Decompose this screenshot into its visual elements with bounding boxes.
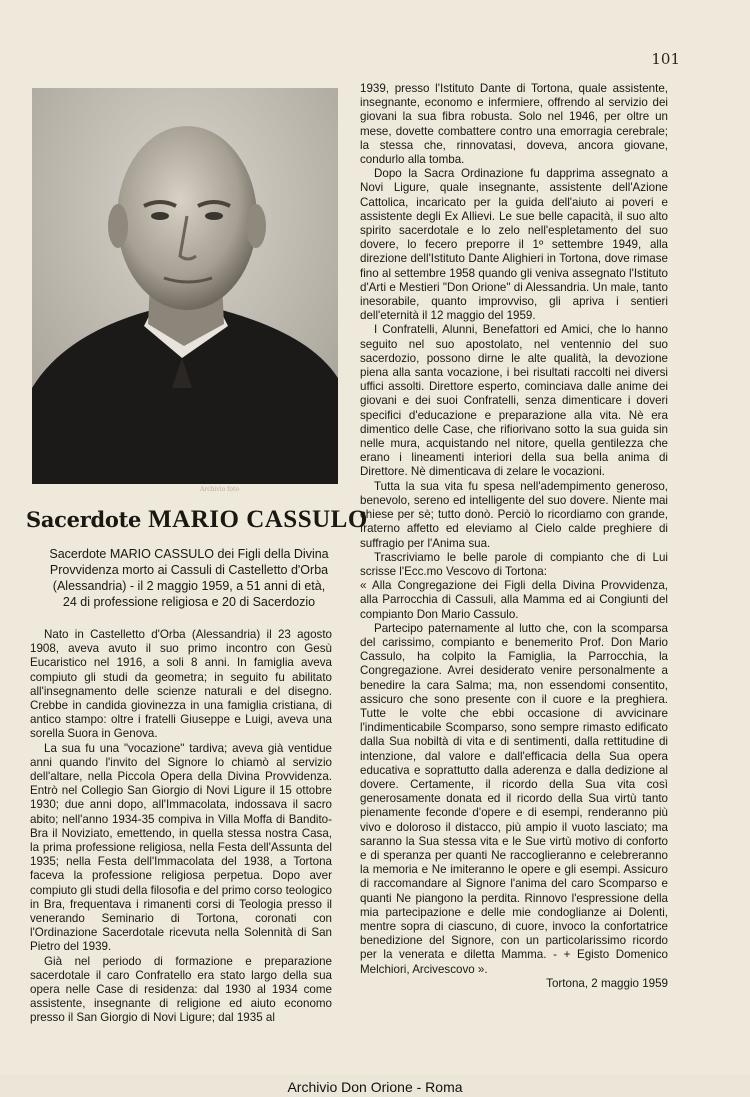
paragraph: Nato in Castelletto d'Orba (Alessandria) il 23 agosto 1908, aveva avuto il suo primo incontro con Gesù Eucaristico nel 1916, a soli 8 anni. In famiglia aveva compiuto gli studi da geometra; in seguito fu abilitato all'insegnamento delle scienze naturali e del disegno. Crebbe in candida giovinezza in una famiglia cristiana, di antico stampo: oltre i fratelli Giuseppe e Luigi, aveva una sorella Suora in Genova. (30, 628, 332, 741)
title-prefix: Sacerdote (26, 507, 142, 532)
left-column (30, 628, 332, 1026)
letter-address: « Alla Congregazione dei Figli della Divina Provvidenza, alla Parrocchia di Cassuli, alla Mamma ed ai Congiunti del compianto Don Mario Cassulo. (360, 579, 668, 621)
portrait-photo (32, 88, 338, 484)
paragraph: La sua fu una "vocazione" tardiva; aveva già ventidue anni quando l'invito del Signore lo chiamò al servizio dell'altare, nella Piccola Opera della Divina Provvidenza. Entrò nel Collegio San Giorgio di Novi Ligure il 15 ottobre 1930; due anni dopo, all'Immacolata, indossava il sacro abito; nell'anno 1934-35 compiva in Villa Moffa di Bandito-Bra il Noviziato, emettendo, in quella stessa nostra Casa, la prima professione religiosa, nella Festa dell'Assunta del 1935; nella Festa dell'Immacolata del 1938, a Tortona faceva la professione religiosa perpetua. Dopo aver compiuto gli studi della filosofia e del primo corso teologico in Bra, frequentava i rimanenti corsi di Teologia presso il venerando Seminario di Tortona, coronati con l'Ordinazione Sacerdotale ricevuta nella Solennità di San Pietro del 1939. (30, 741, 332, 954)
paragraph: 1939, presso l'Istituto Dante di Tortona, quale assistente, insegnante, economo e infermiere, offrendo al servizio dei giovani la sua fibra robusta. Solo nel 1946, per oltre un mese, dovette combattere contro una emorragia cerebrale; la stessa che, rinnovatasi, doveva, ancora giovane, condurlo alla tomba. (360, 82, 668, 167)
paragraph: I Confratelli, Alunni, Benefattori ed Amici, che lo hanno seguito nel suo apostolato, nel ventennio del suo sacerdozio, possono dirne le alte qualità, la devozione piena alla santa vocazione, i bei risultati raccolti nei diversi uffici assolti. Direttore esperto, cominciava dalle anime dei giovani e dei suoi Confratelli, senza dimenticare i doveri specifici d'educazione e preparazione alla vita. Nè era dimentico delle Case, che rifiorivano sotto la sua guida sin nelle mura, acquistando nel nitore, quella gentilezza che erano i lineamenti interiori della sua bella anima di Direttore. Nè dimenticava di zelare le vocazioni. (360, 323, 668, 479)
page-number: 101 (651, 50, 680, 68)
archive-footer: Archivio Don Orione - Roma (0, 1077, 750, 1097)
article-title (26, 506, 368, 534)
article-subtitle: Sacerdote MARIO CASSULO dei Figli della Divina Provvidenza morto ai Cassuli di Castelletto d'Orba (Alessandria) - il 2 maggio 1959, a 51 anni di età, 24 di professione religiosa e 20 di Sacerdozio (49, 547, 329, 609)
paragraph: Già nel periodo di formazione e preparazione sacerdotale il caro Confratello era stato largo della sua opera nelle Case di residenza: dal 1930 al 1934 come assistente, insegnante di religione ed aiuto economo presso il San Giorgio di Novi Ligure; dal 1935 al (30, 954, 332, 1025)
letter-body: Partecipo paternamente al lutto che, con la scomparsa del carissimo, compianto e benemerito Prof. Don Mario Cassulo, ha colpito la Famiglia, la Parrocchia, la Congregazione. Avrei desiderato venire personalmente a benedire la cara Salma; ma, non essendomi consentito, assicuro che sono presente con il cuore e la preghiera. Tutte le volte che ebbi occasione di avvicinare l'indimenticabile Scomparso, sono sempre rimasto edificato dalla Sua nobiltà di vita e di sentimenti, dalla rettitudine di intenzione, dal valore e dall'efficacia della Sua opera educativa e soprattutto dalla aderenza e dalla dedizione al dovere. Certamente, il ricordo della Sua vita così generosamente donata ed il ricordo della Sua virtù tanto pienamente feconde d'opere e di esempi, renderanno più vivo e doloroso il distacco, più ampio il vuoto lasciato; ma saranno la Sua stessa vita e le Sue virtù motivo di conforto e di speranza per quanti Ne raccoglieranno e celebreranno la memoria e Ne imiteranno le opere e gli esempi. Assicuro di raccomandare al Signore l'anima del caro Scomparso e quanti Ne piangono la perdita. Rinnovo l'espressione della mia partecipazione e delle mie condoglianze ai Dolenti, mentre sopra di ciascuno, di cuore, invoco la confortatrice benedizione del Signore, con un particolarissimo ricordo per la venerata e diletta Mamma. - + Egisto Domenico Melchiori, Arcivescovo ». (360, 621, 668, 976)
paragraph: Trascriviamo le belle parole di compianto che di Lui scrisse l'Ecc.mo Vescovo di Tortona: (360, 550, 668, 578)
paragraph: Dopo la Sacra Ordinazione fu dapprima assegnato a Novi Ligure, quale insegnante, assistente dell'Azione Cattolica, incaricato per la guida dell'aiuto ai poveri e assistente degli Ex Allievi. Le sue belle capacità, il suo alto spirito sacerdotale e lo zelo nell'espletamento del suo dovere, lo fecero preporre il 1º settembre 1949, alla direzione dell'Istituto Dante Alighieri in Tortona, dove rimase fino al settembre 1958 quando gli veniva assegnato l'Istituto d'Arti e Mestieri "Don Orione" di Alessandria. Un male, tanto inesorabile, quanto improvviso, gli apriva i sentieri dell'eternità il 12 maggio del 1959. (360, 167, 668, 323)
right-column (360, 82, 668, 991)
letter-date: Tortona, 2 maggio 1959 (546, 976, 668, 990)
photo-caption: Archivio foto (200, 486, 240, 493)
paragraph: Tutta la sua vita fu spesa nell'adempimento generoso, benevolo, sereno ed intelligente del suo dovere. Niente mai chiese per sè; tutto donò. Perciò lo ricordiamo con grande, fraterno affetto ed eleviamo al Cielo calde preghiere di suffragio per l'Anima sua. (360, 479, 668, 550)
title-name: MARIO CASSULO (148, 506, 368, 533)
priest-portrait-image (32, 88, 338, 484)
